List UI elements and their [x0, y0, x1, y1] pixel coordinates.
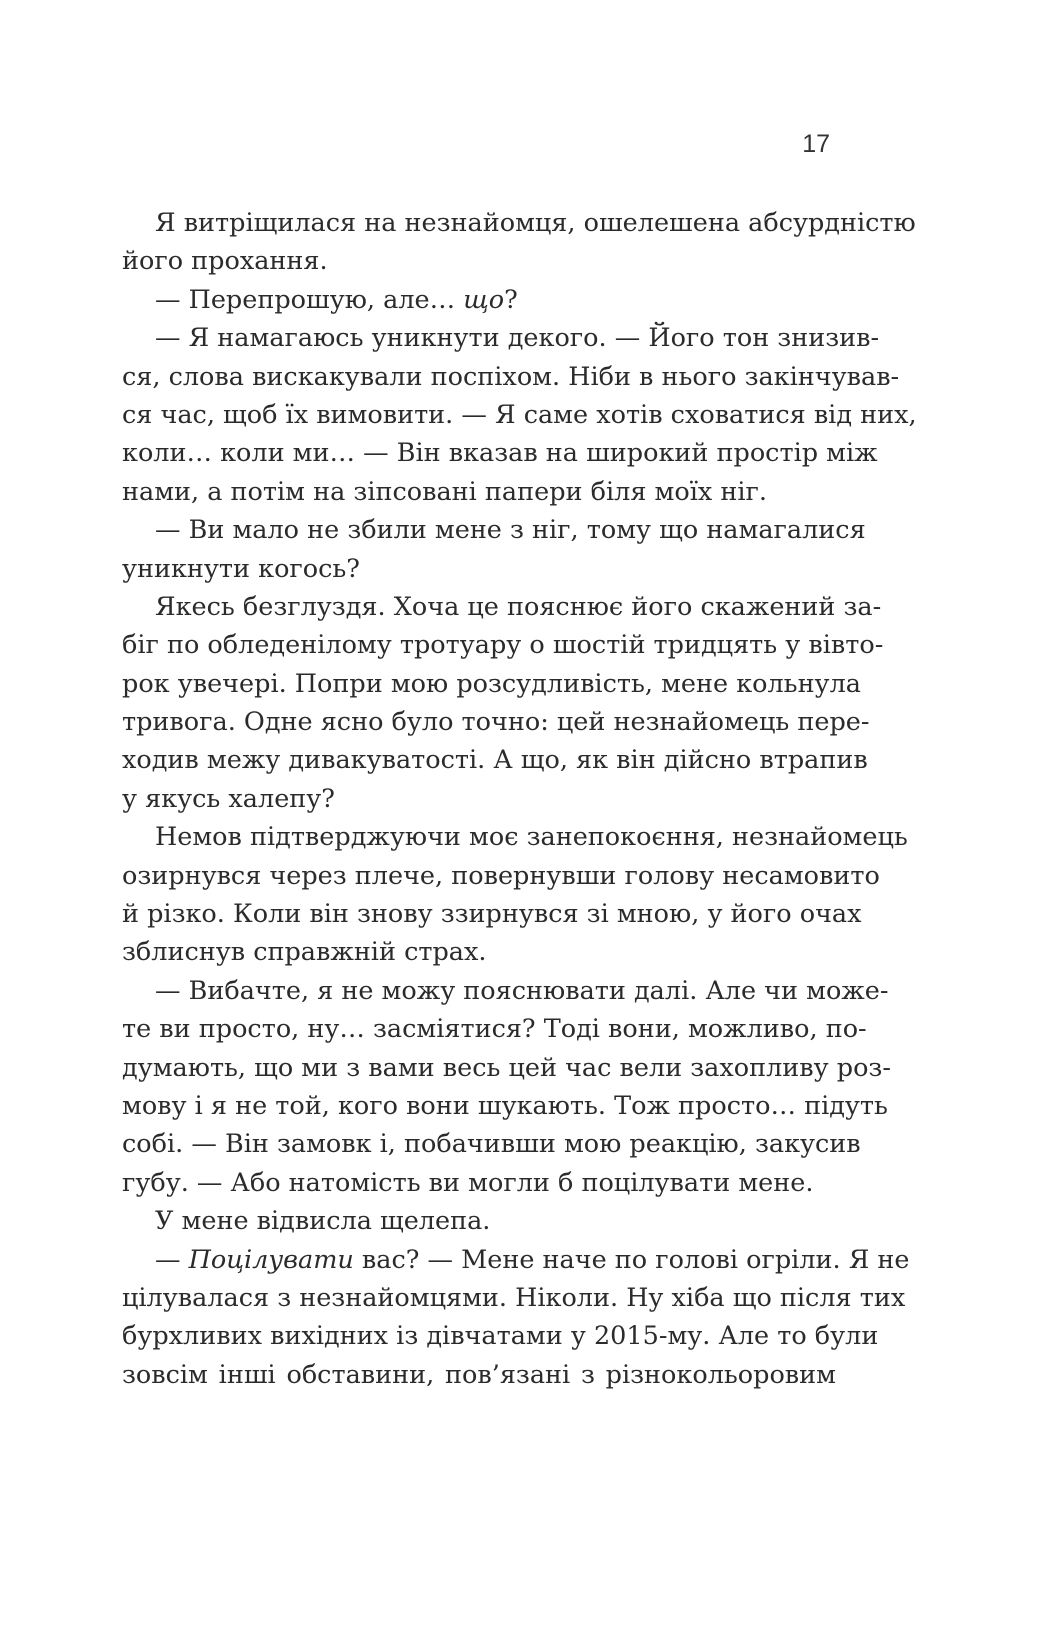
text-line-main: — — [155, 1244, 189, 1275]
text-line-main: тривога. Одне ясно було точно: цей незнайомець пере- — [122, 707, 870, 738]
text-line-main: мову і я не той, кого вони шукають. Тож просто… підуть — [122, 1090, 888, 1121]
text-line-main: Немов підтверджуючи моє занепокоєння, незнайомець — [155, 822, 908, 853]
text-line-main: Якесь безглуздя. Хоча це пояснює його скажений за- — [155, 591, 882, 622]
text-line-main: у якусь халепу? — [122, 783, 335, 814]
text-line-main: його прохання. — [122, 246, 328, 277]
text-line — [122, 242, 836, 280]
text-line — [122, 434, 878, 472]
text-line — [122, 895, 862, 933]
text-line-main: озирнувся через плече, повернувши голову несамовито — [122, 860, 880, 891]
text-line — [122, 1356, 836, 1394]
text-line — [122, 780, 836, 818]
text-line-main: біг по обледенілому тротуару о шостій тридцять у вівто- — [122, 630, 884, 661]
text-line — [122, 358, 900, 396]
text-line — [122, 204, 916, 242]
text-line-tail: ? — [504, 284, 518, 315]
text-line-main: собі. — Він замовк і, побачивши мою реакцію, закусив — [122, 1129, 861, 1160]
text-line-main: У мене відвисла щелепа. — [155, 1206, 491, 1237]
text-line — [122, 1087, 888, 1125]
text-line-italic: що — [463, 284, 505, 315]
text-line-main: й різко. Коли він знову ззирнувся зі мною, у його очах — [122, 899, 862, 930]
text-line — [122, 1279, 906, 1317]
text-line-tail: вас? — Мене наче по голові огріли. Я не — [353, 1244, 910, 1275]
text-line-main: ходив межу дивакуватості. А що, як він дійсно втрапив — [122, 745, 868, 776]
text-line — [122, 473, 836, 511]
text-line — [122, 1010, 867, 1048]
text-line-main: бурхливих вихідних із дівчатами у 2015-му. Але то були — [122, 1321, 879, 1352]
text-line — [122, 818, 908, 856]
text-line-main: ся час, щоб їх вимовити. — Я саме хотів сховатися від них, — [122, 399, 917, 430]
text-line — [122, 857, 880, 895]
text-line-main: Я витріщилася на незнайомця, ошелешена абсурдністю — [155, 208, 916, 238]
text-line — [122, 588, 882, 626]
text-line — [122, 550, 836, 588]
text-line-main: — Ви мало не збили мене з ніг, тому що намагалися — [155, 515, 866, 546]
text-line-main: цілувалася з незнайомцями. Ніколи. Ну хіба що після тих — [122, 1282, 906, 1313]
text-line — [122, 933, 836, 971]
text-line — [122, 396, 917, 434]
text-line-main: — Перепрошую, але… — [155, 284, 464, 315]
text-line-main: нами, а потім на зіпсовані папери біля моїх ніг. — [122, 476, 767, 507]
text-line — [122, 319, 880, 357]
text-line-main: рок увечері. Попри мою розсудливість, мене кольнула — [122, 668, 861, 699]
text-line — [122, 1202, 836, 1240]
text-line-main: зблиснув справжній страх. — [122, 937, 487, 968]
text-line-main: — Я намагаюсь уникнути декого. — Його тон знизив- — [155, 323, 880, 354]
text-line-main: думають, що ми з вами весь цей час вели захопливу роз- — [122, 1052, 891, 1083]
text-line — [122, 972, 889, 1010]
text-line — [122, 511, 866, 549]
text-line-main: ся, слова вискакували поспіхом. Ніби в нього закінчував- — [122, 361, 900, 392]
text-line — [122, 741, 868, 779]
text-line — [122, 1317, 879, 1355]
text-line — [122, 665, 861, 703]
text-line-main: — Вибачте, я не можу пояснювати далі. Але чи може- — [155, 975, 889, 1006]
text-line-italic: Поцілувати — [188, 1244, 354, 1275]
text-line — [122, 1049, 891, 1087]
text-line-main: губу. — Або натомість ви могли б поцілувати мене. — [122, 1167, 814, 1198]
text-line — [122, 626, 884, 664]
text-line — [122, 1164, 836, 1202]
text-line — [122, 703, 870, 741]
page-number: 17 — [802, 130, 830, 158]
text-line — [122, 1125, 861, 1163]
text-line — [122, 1241, 910, 1279]
body-text — [122, 204, 917, 1394]
text-line-main: уникнути когось? — [122, 553, 360, 584]
text-line-main: коли… коли ми… — Він вказав на широкий простір між — [122, 438, 878, 469]
text-line-main: те ви просто, ну… засміятися? Тоді вони, можливо, по- — [122, 1014, 867, 1045]
text-line — [122, 281, 836, 319]
text-line-main: зовсім інші обставини, пов’язані з різнокольоровим — [122, 1359, 836, 1390]
